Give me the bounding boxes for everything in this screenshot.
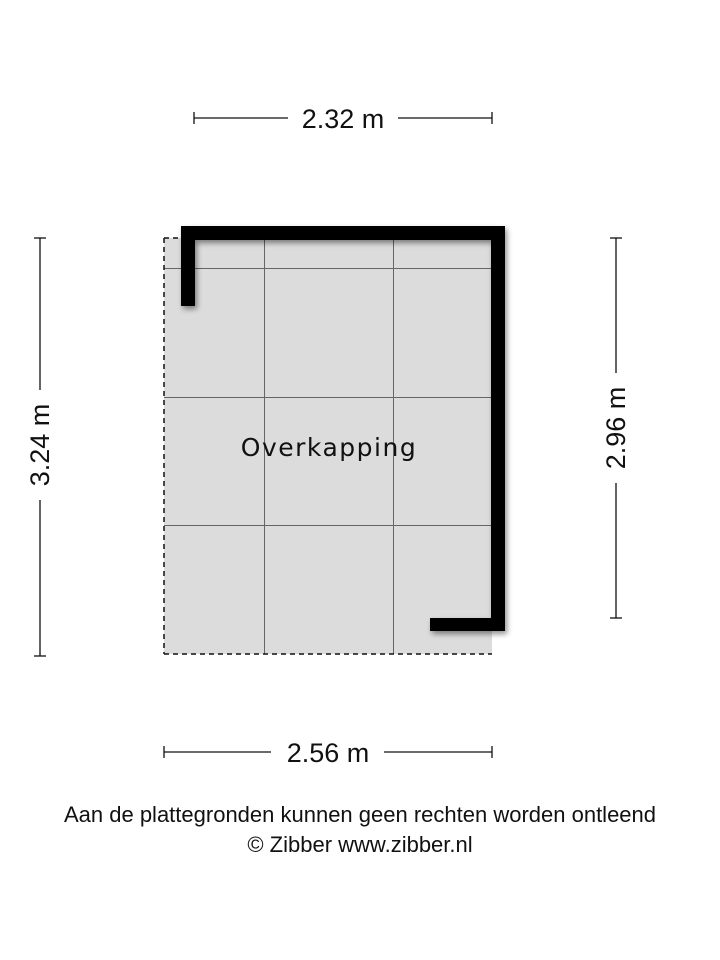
- dimension-left-label: 3.24 m: [25, 403, 55, 487]
- copyright-text: © Zibber www.zibber.nl: [247, 832, 473, 857]
- dimension-bottom-label: 2.56 m: [286, 738, 370, 768]
- dimension-right-label: 2.96 m: [601, 386, 631, 470]
- dimension-top-label: 2.32 m: [301, 104, 385, 134]
- disclaimer-text: Aan de plattegronden kunnen geen rechten worden ontleend: [63, 802, 657, 827]
- room-label: Overkapping: [240, 433, 418, 462]
